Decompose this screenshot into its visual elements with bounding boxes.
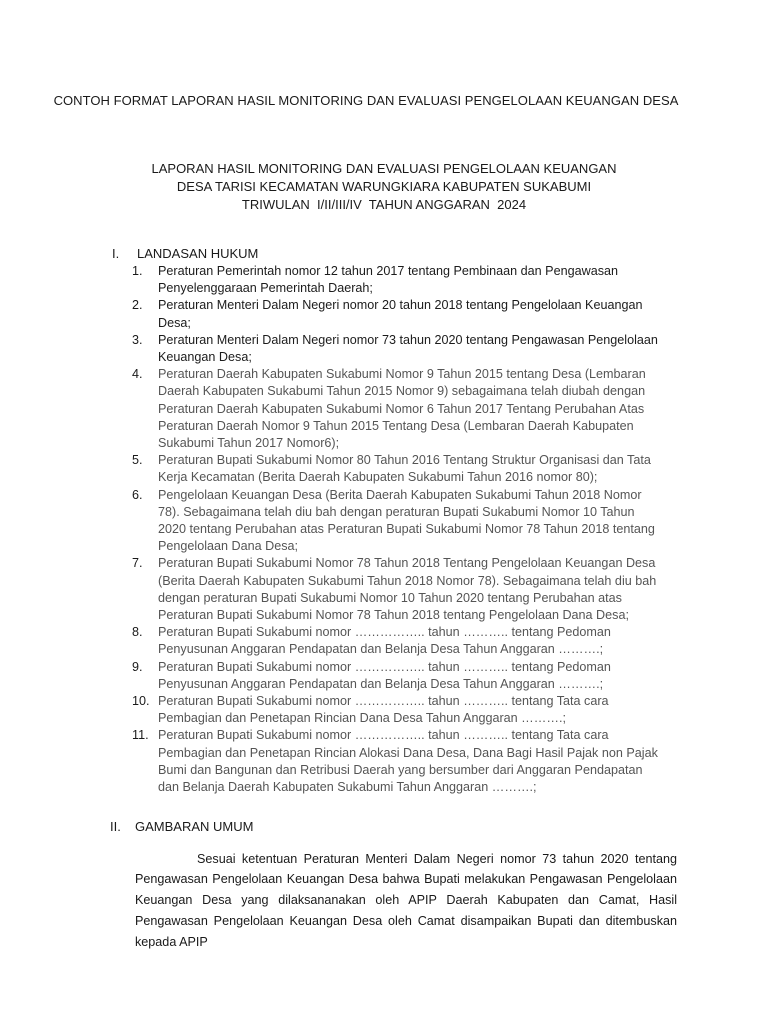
list-item-number: 11. (132, 728, 149, 743)
report-title (0, 160, 768, 214)
section-heading-landasan-hukum (112, 246, 412, 264)
list-item-text: Pengelolaan Keuangan Desa (Berita Daerah Kabupaten Sukabumi Tahun 2018 Nomor 78). Sebagaimana telah diu bah dengan peraturan Bupati Sukabumi Nomor 10 Tahun 2020 tentang Perubahan atas Peraturan Bupati Sukabumi Nomor 78 Tahun 2018 tentang Pengelolaan Dana Desa; (158, 487, 655, 554)
list-item-text: Peraturan Daerah Kabupaten Sukabumi Nomor 9 Tahun 2015 tentang Desa (Lembaran Daerah Kabupaten Sukabumi Tahun 2015 Nomor 9) sebagaimana telah diubah dengan Peraturan Daerah Kabupaten Sukabumi Nomor 6 Tahun 2017 Tentang Perubahan Atas Peraturan Daerah Nomor 9 Tahun 2015 Tentang Desa (Lembaran Daerah Kabupaten Sukabumi Tahun 2017 Nomor6); (158, 367, 646, 451)
list-item-number: 7. (132, 556, 143, 571)
list-item (120, 332, 660, 366)
report-title-line-1: LAPORAN HASIL MONITORING DAN EVALUASI PENGELOLAAN KEUANGAN (151, 161, 617, 176)
list-item-number: 5. (132, 453, 143, 468)
list-item-text: Peraturan Pemerintah nomor 12 tahun 2017 tentang Pembinaan dan Pengawasan Penyelenggaraan Pemerintah Daerah; (158, 264, 618, 296)
list-item (120, 659, 660, 693)
section-heading-gambaran-umum (110, 819, 410, 837)
list-item-text: Peraturan Menteri Dalam Negeri nomor 20 tahun 2018 tentang Pengelolaan Keuangan Desa; (158, 298, 643, 330)
list-item-number: 10. (132, 694, 150, 709)
list-item (120, 487, 660, 556)
section-title: LANDASAN HUKUM (137, 246, 259, 261)
list-item (120, 366, 660, 452)
list-item-text: Peraturan Bupati Sukabumi nomor …………….. tahun ……….. tentang Pedoman Penyusunan Anggaran Pendapatan dan Belanja Desa Tahun Anggaran ……….; (158, 625, 611, 657)
section-number: I. (112, 246, 120, 261)
list-item-number: 1. (132, 264, 143, 278)
list-item (120, 624, 660, 658)
list-item (120, 727, 660, 796)
list-item-number: 4. (132, 367, 143, 382)
document-heading: CONTOH FORMAT LAPORAN HASIL MONITORING DAN EVALUASI PENGELOLAAN KEUANGAN DESA (53, 93, 679, 108)
list-item (120, 555, 660, 624)
list-item (120, 452, 660, 486)
section-number: II. (110, 819, 121, 834)
report-title-line-2: DESA TARISI KECAMATAN WARUNGKIARA KABUPATEN SUKABUMI (176, 179, 592, 194)
general-overview-paragraph: Sesuai ketentuan Peraturan Menteri Dalam Negeri nomor 73 tahun 2020 tentang Pengawasan Pengelolaan Keuangan Desa bahwa Bupati melakukan Pengawasan Pengelolaan Keuangan Desa yang dilaksananakan oleh APIP Daerah Kabupaten dan Camat, Hasil Pengawasan Pengelolaan Keuangan Desa oleh Camat disampaikan Bupati dan ditembuskan kepada APIP (135, 851, 677, 949)
list-item-text: Peraturan Bupati Sukabumi Nomor 78 Tahun 2018 Tentang Pengelolaan Keuangan Desa (Berita Daerah Kabupaten Sukabumi Tahun 2018 Nomor 78). Sebagaimana telah diu bah dengan peraturan Bupati Sukabumi Nomor 10 Tahun 2020 tentang Perubahan atas Peraturan Bupati Sukabumi Nomor 78 Tahun 2018 tentang Pengelolaan Dana Desa; (158, 556, 657, 623)
legal-basis-list (120, 263, 660, 796)
list-item-text: Peraturan Bupati Sukabumi nomor …………….. tahun ……….. tentang Tata cara Pembagian dan Penetapan Rincian Dana Desa Tahun Anggaran ……….; (158, 694, 609, 726)
list-item (120, 693, 660, 727)
list-item-text: Peraturan Bupati Sukabumi Nomor 80 Tahun 2016 Tentang Struktur Organisasi dan Tata Kerja Kecamatan (Berita Daerah Kabupaten Sukabumi Tahun 2016 nomor 80); (158, 453, 651, 485)
list-item (120, 297, 660, 331)
list-item-number: 8. (132, 625, 143, 640)
list-item-text: Peraturan Menteri Dalam Negeri nomor 73 tahun 2020 tentang Pengawasan Pengelolaan Keuangan Desa; (158, 332, 658, 365)
section-title: GAMBARAN UMUM (135, 819, 254, 834)
list-item-number: 6. (132, 487, 143, 502)
list-item-text: Peraturan Bupati Sukabumi nomor …………….. tahun ……….. tentang Tata cara Pembagian dan Penetapan Rincian Alokasi Dana Desa, Dana Bagi Hasil Pajak non Pajak Bumi dan Bangunan dan Retribusi Daerah yang bersumber dari Anggaran Pendapatan dan Belanja Daerah Kabupaten Sukabumi Tahun Anggaran ……….; (158, 728, 658, 795)
list-item-number: 3. (132, 332, 143, 347)
list-item-number: 2. (132, 298, 143, 313)
list-item-number: 9. (132, 659, 143, 674)
list-item (120, 263, 660, 297)
report-title-line-3: TRIWULAN I/II/III/IV TAHUN ANGGARAN 2024 (241, 197, 527, 212)
list-item-text: Peraturan Bupati Sukabumi nomor …………….. tahun ……….. tentang Pedoman Penyusunan Anggaran Pendapatan dan Belanja Desa Tahun Anggaran ……….; (158, 659, 611, 691)
